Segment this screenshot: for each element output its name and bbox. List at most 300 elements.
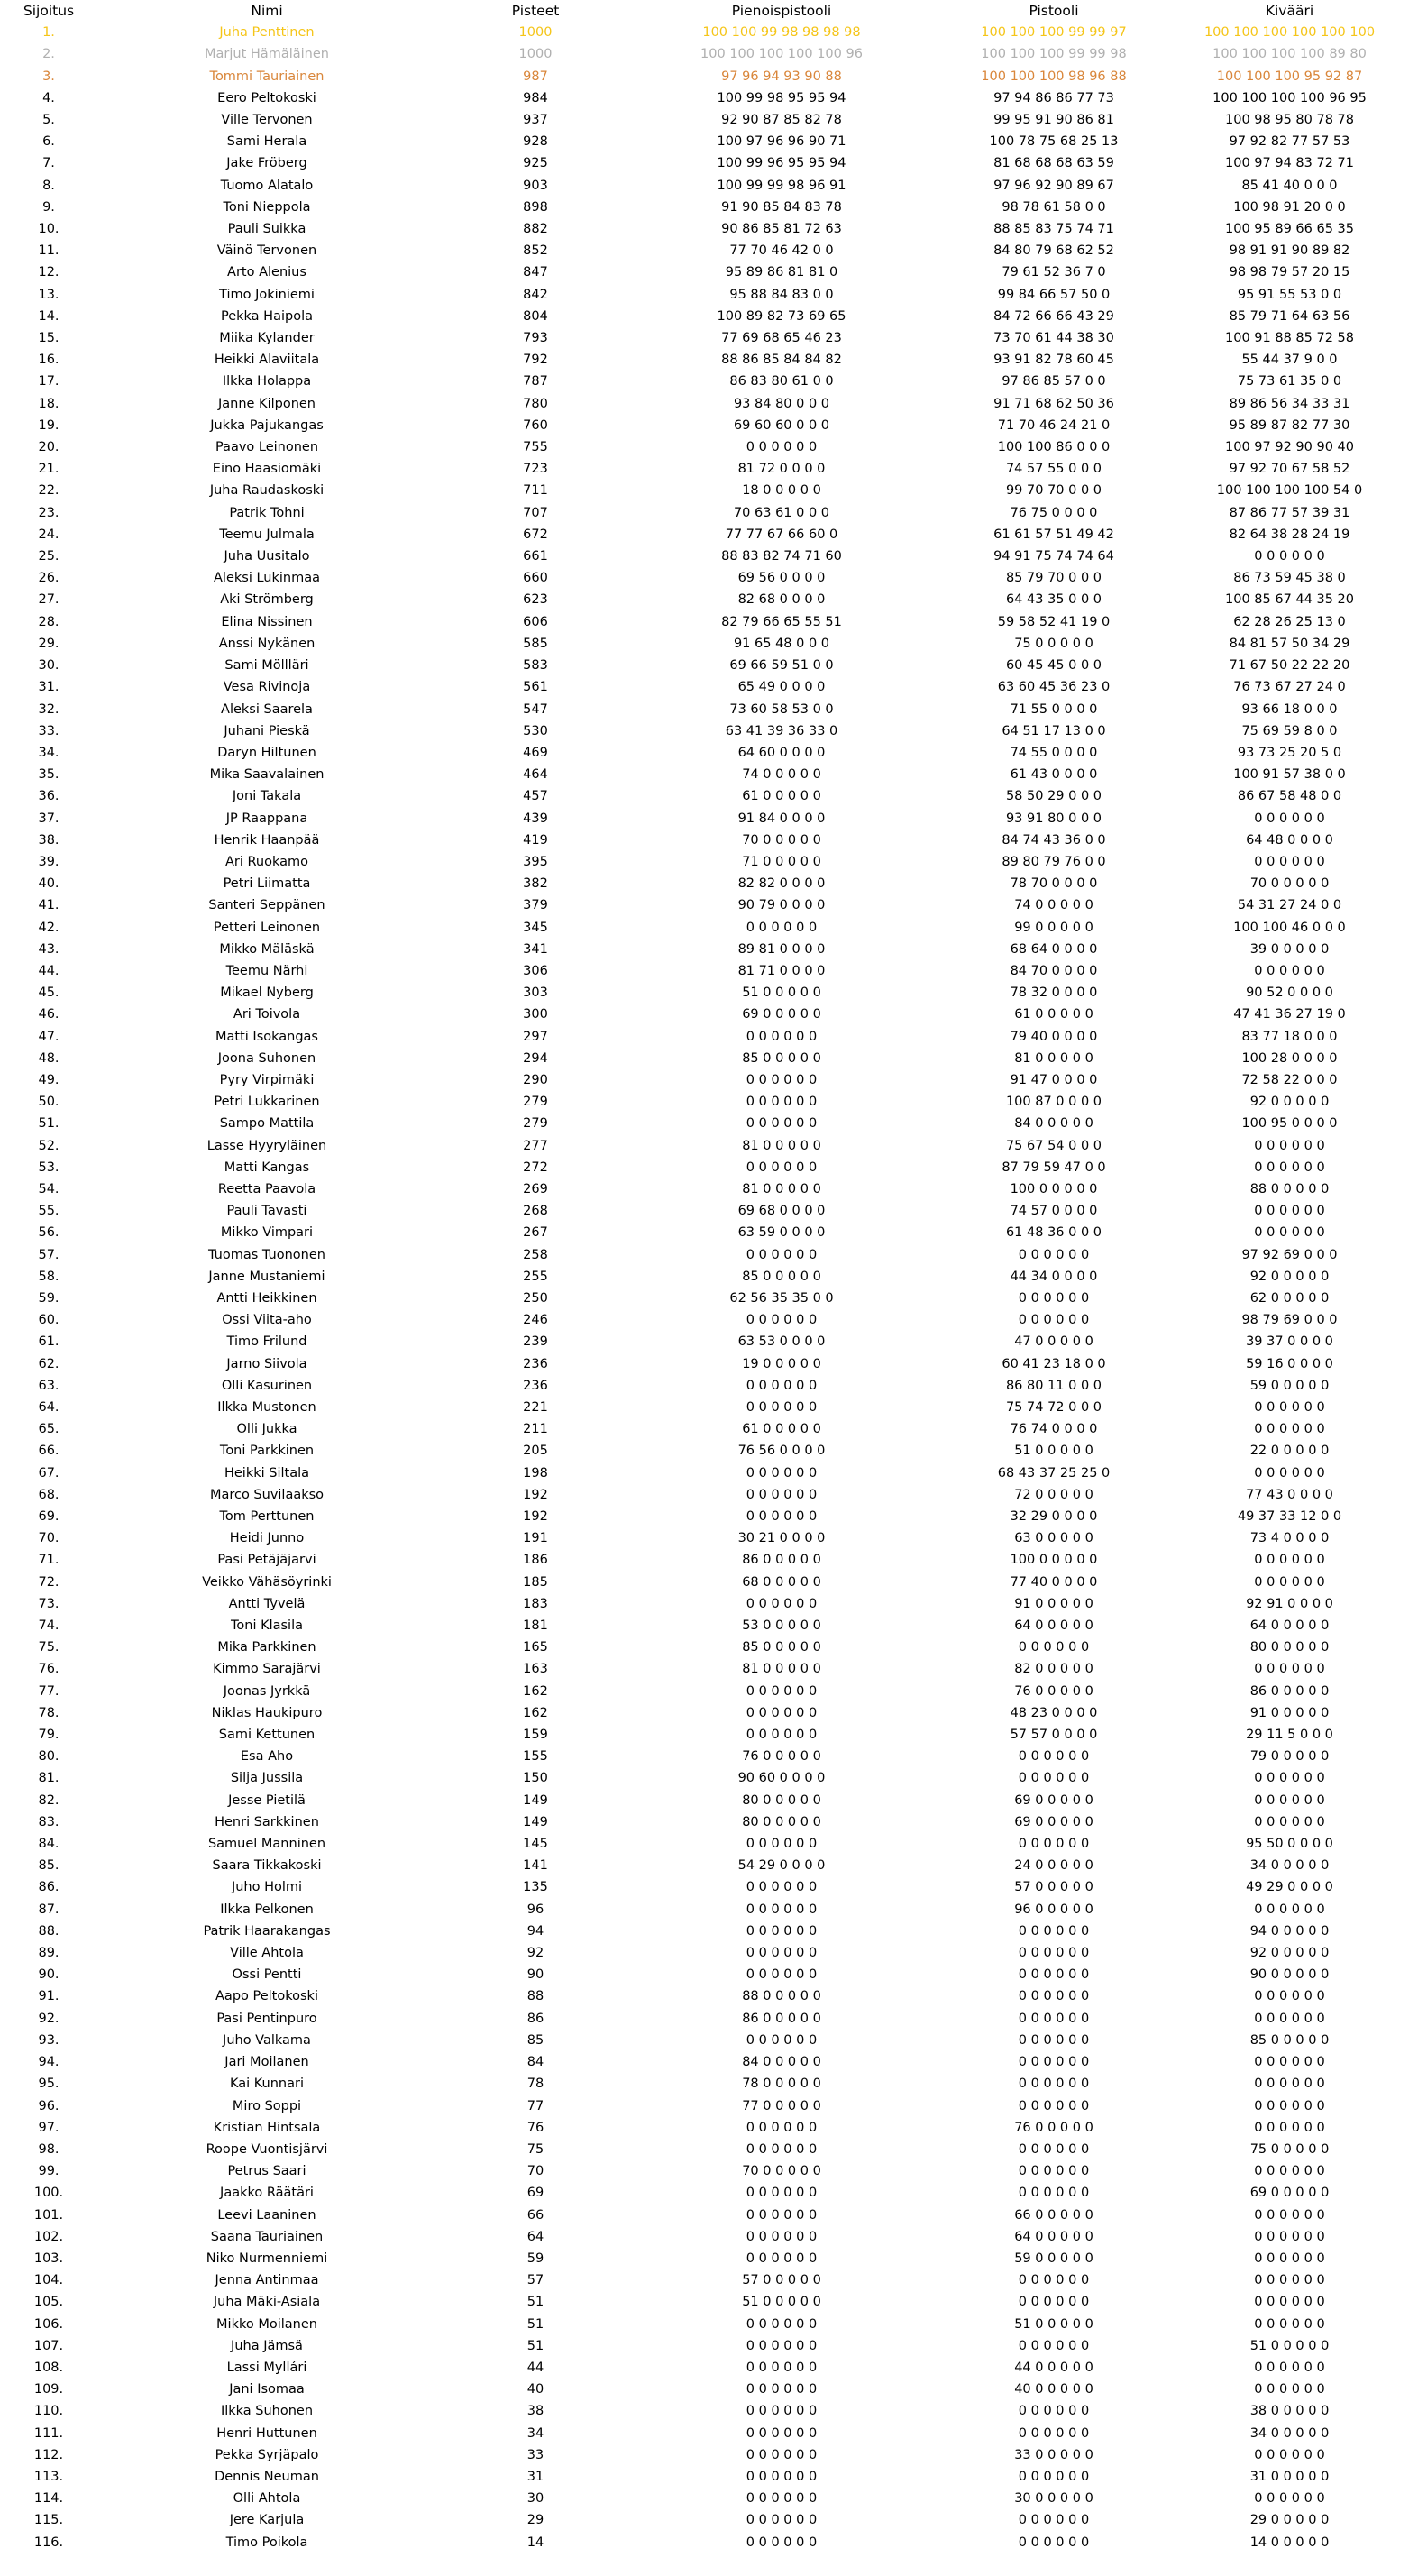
rifle-scores-cell: 100 100 100 100 96 95 — [1212, 90, 1367, 105]
points-cell: 96 — [526, 1902, 544, 1917]
pistol-scores-cell: 0 0 0 0 0 0 — [1018, 2273, 1090, 2288]
pistol-scores-cell: 99 84 66 57 50 0 — [997, 287, 1111, 302]
pistol-scores-cell: 86 80 11 0 0 0 — [1005, 1378, 1102, 1393]
pistol-scores-cell: 72 0 0 0 0 0 — [1014, 1487, 1093, 1502]
pistol-scores-cell: 0 0 0 0 0 0 — [1018, 2513, 1090, 2528]
small-pistol-scores-cell: 77 69 68 65 46 23 — [721, 331, 842, 346]
name-cell: Leevi Laaninen — [217, 2207, 316, 2223]
pistol-scores-cell: 91 47 0 0 0 0 — [1010, 1072, 1098, 1087]
table-row — [9, 458, 1409, 480]
header-name[interactable]: Nimi — [251, 3, 283, 19]
small-pistol-scores-cell: 0 0 0 0 0 0 — [746, 1465, 818, 1481]
small-pistol-scores-cell: 0 0 0 0 0 0 — [746, 1072, 818, 1087]
small-pistol-scores-cell: 90 86 85 81 72 63 — [721, 222, 842, 237]
rifle-scores-cell: 62 28 26 25 13 0 — [1233, 614, 1346, 629]
pistol-scores-cell: 75 67 54 0 0 0 — [1005, 1138, 1102, 1153]
table-row — [9, 1200, 1409, 1222]
pistol-scores-cell: 100 0 0 0 0 0 — [1010, 1181, 1098, 1196]
pistol-scores-cell: 59 58 52 41 19 0 — [997, 614, 1111, 629]
rank-cell: 37. — [38, 811, 59, 826]
name-cell: Juho Valkama — [223, 2032, 311, 2048]
name-cell: Niko Nurmenniemi — [206, 2251, 328, 2266]
table-row — [9, 1484, 1409, 1506]
table-row — [9, 1222, 1409, 1243]
points-cell: 842 — [523, 287, 548, 302]
rifle-scores-cell: 0 0 0 0 0 0 — [1254, 1465, 1325, 1481]
rank-cell: 15. — [38, 331, 59, 346]
header-rank[interactable]: Sijoitus — [23, 3, 75, 19]
rank-cell: 64. — [38, 1400, 59, 1415]
rank-cell: 38. — [38, 832, 59, 848]
pistol-scores-cell: 74 57 55 0 0 0 — [1005, 462, 1102, 477]
rifle-scores-cell: 95 89 87 82 77 30 — [1229, 417, 1350, 433]
rank-cell: 29. — [38, 636, 59, 651]
pistol-scores-cell: 79 61 52 36 7 0 — [1002, 265, 1106, 280]
pistol-scores-cell: 0 0 0 0 0 0 — [1018, 1640, 1090, 1655]
rifle-scores-cell: 79 0 0 0 0 0 — [1249, 1749, 1330, 1765]
points-cell: 162 — [523, 1683, 548, 1699]
table-row — [9, 1746, 1409, 1767]
points-cell: 345 — [523, 920, 548, 935]
table-row — [9, 742, 1409, 764]
points-cell: 661 — [523, 549, 548, 564]
points-cell: 92 — [526, 1946, 544, 1961]
points-cell: 75 — [526, 2141, 544, 2157]
points-cell: 94 — [526, 1923, 544, 1939]
rank-cell: 4. — [42, 90, 55, 105]
table-row — [9, 2030, 1409, 2051]
pistol-scores-cell: 57 57 0 0 0 0 — [1010, 1728, 1098, 1743]
pistol-scores-cell: 24 0 0 0 0 0 — [1014, 1858, 1093, 1874]
name-cell: Matti Isokangas — [215, 1029, 318, 1044]
points-cell: 277 — [523, 1138, 548, 1153]
name-cell: Pekka Haipola — [221, 308, 313, 324]
pistol-scores-cell: 0 0 0 0 0 0 — [1018, 1837, 1090, 1852]
table-row — [9, 415, 1409, 436]
small-pistol-scores-cell: 0 0 0 0 0 0 — [746, 2316, 818, 2332]
rifle-scores-cell: 0 0 0 0 0 0 — [1254, 2098, 1325, 2113]
name-cell: Patrik Tohni — [229, 505, 305, 520]
pistol-scores-cell: 0 0 0 0 0 0 — [1018, 2469, 1090, 2484]
pistol-scores-cell: 0 0 0 0 0 0 — [1018, 2164, 1090, 2179]
name-cell: Juhani Pieskä — [224, 723, 310, 738]
points-cell: 804 — [523, 308, 548, 324]
name-cell: Janne Kilponen — [217, 396, 316, 411]
table-row — [9, 1462, 1409, 1484]
small-pistol-scores-cell: 0 0 0 0 0 0 — [746, 1400, 818, 1415]
table-row — [9, 2423, 1409, 2444]
small-pistol-scores-cell: 100 89 82 73 69 65 — [717, 308, 846, 324]
rank-cell: 89. — [38, 1946, 59, 1961]
rank-cell: 85. — [38, 1858, 59, 1874]
pistol-scores-cell: 51 0 0 0 0 0 — [1014, 1444, 1093, 1459]
rank-cell: 71. — [38, 1553, 59, 1568]
small-pistol-scores-cell: 0 0 0 0 0 0 — [746, 1880, 818, 1895]
rifle-scores-cell: 39 0 0 0 0 0 — [1249, 941, 1330, 957]
small-pistol-scores-cell: 0 0 0 0 0 0 — [746, 2251, 818, 2266]
table-row — [9, 1135, 1409, 1157]
rifle-scores-cell: 49 37 33 12 0 0 — [1237, 1509, 1342, 1525]
rifle-scores-cell: 86 67 58 48 0 0 — [1237, 789, 1342, 804]
rifle-scores-cell: 75 69 59 8 0 0 — [1241, 723, 1338, 738]
table-row — [9, 917, 1409, 939]
points-cell: 711 — [523, 483, 548, 499]
rank-cell: 54. — [38, 1181, 59, 1196]
rank-cell: 47. — [38, 1029, 59, 1044]
pistol-scores-cell: 30 0 0 0 0 0 — [1014, 2491, 1093, 2507]
name-cell: Reetta Paavola — [217, 1181, 316, 1196]
header-pistol[interactable]: Pistooli — [1029, 3, 1079, 19]
small-pistol-scores-cell: 93 84 80 0 0 0 — [733, 396, 830, 411]
table-row — [9, 240, 1409, 261]
name-cell: Aapo Peltokoski — [215, 1989, 318, 2004]
rifle-scores-cell: 0 0 0 0 0 0 — [1254, 2229, 1325, 2244]
name-cell: Pauli Suikka — [227, 222, 306, 237]
rank-cell: 49. — [38, 1072, 59, 1087]
table-row — [9, 2073, 1409, 2095]
name-cell: Timo Poikola — [225, 2535, 308, 2550]
rank-cell: 35. — [38, 767, 59, 783]
table-row — [9, 1636, 1409, 1658]
table-row — [9, 1811, 1409, 1833]
points-cell: 583 — [523, 658, 548, 674]
points-cell: 192 — [523, 1509, 548, 1525]
small-pistol-scores-cell: 91 65 48 0 0 0 — [733, 636, 830, 651]
points-cell: 1000 — [518, 25, 553, 41]
points-cell: 269 — [523, 1181, 548, 1196]
small-pistol-scores-cell: 0 0 0 0 0 0 — [746, 2404, 818, 2419]
pistol-scores-cell: 91 0 0 0 0 0 — [1014, 1596, 1093, 1611]
pistol-scores-cell: 91 71 68 62 50 36 — [993, 396, 1114, 411]
table-row — [9, 1615, 1409, 1636]
rifle-scores-cell: 0 0 0 0 0 0 — [1254, 2164, 1325, 2179]
small-pistol-scores-cell: 78 0 0 0 0 0 — [742, 2076, 821, 2092]
rifle-scores-cell: 0 0 0 0 0 0 — [1254, 1138, 1325, 1153]
table-row — [9, 109, 1409, 131]
rank-cell: 91. — [38, 1989, 59, 2004]
rifle-scores-cell: 0 0 0 0 0 0 — [1254, 2011, 1325, 2026]
small-pistol-scores-cell: 77 70 46 42 0 0 — [729, 243, 834, 259]
name-cell: Kimmo Sarajärvi — [213, 1662, 321, 1677]
small-pistol-scores-cell: 71 0 0 0 0 0 — [742, 854, 821, 869]
name-cell: Lassi Myllári — [226, 2360, 307, 2375]
pistol-scores-cell: 74 55 0 0 0 0 — [1010, 745, 1098, 760]
points-cell: 457 — [523, 789, 548, 804]
rank-cell: 45. — [38, 985, 59, 1001]
name-cell: Miro Soppi — [232, 2098, 302, 2113]
rank-cell: 101. — [33, 2207, 64, 2223]
rifle-scores-cell: 0 0 0 0 0 0 — [1254, 1553, 1325, 1568]
small-pistol-scores-cell: 88 0 0 0 0 0 — [742, 1989, 821, 2004]
small-pistol-scores-cell: 0 0 0 0 0 0 — [746, 1160, 818, 1175]
rank-cell: 18. — [38, 396, 59, 411]
name-cell: Veikko Vähäsöyrinki — [202, 1574, 332, 1590]
name-cell: Saara Tikkakoski — [212, 1858, 322, 1874]
small-pistol-scores-cell: 80 0 0 0 0 0 — [742, 1792, 821, 1808]
small-pistol-scores-cell: 81 0 0 0 0 0 — [742, 1662, 821, 1677]
small-pistol-scores-cell: 0 0 0 0 0 0 — [746, 1247, 818, 1262]
points-cell: 159 — [523, 1728, 548, 1743]
rifle-scores-cell: 83 77 18 0 0 0 — [1241, 1029, 1338, 1044]
header-rifle[interactable]: Kivääri — [1265, 3, 1314, 19]
points-cell: 585 — [523, 636, 548, 651]
small-pistol-scores-cell: 86 0 0 0 0 0 — [742, 1553, 821, 1568]
rifle-scores-cell: 69 0 0 0 0 0 — [1249, 2186, 1330, 2201]
table-row — [9, 371, 1409, 392]
pistol-scores-cell: 75 0 0 0 0 0 — [1014, 636, 1093, 651]
name-cell: Saana Tauriainen — [210, 2229, 324, 2244]
rifle-scores-cell: 82 64 38 28 24 19 — [1229, 527, 1350, 542]
name-cell: Ville Tervonen — [221, 113, 313, 128]
name-cell: Jake Fröberg — [226, 156, 307, 171]
rifle-scores-cell: 51 0 0 0 0 0 — [1249, 2338, 1330, 2353]
pistol-scores-cell: 64 0 0 0 0 0 — [1014, 1618, 1093, 1634]
rank-cell: 42. — [38, 920, 59, 935]
rifle-scores-cell: 0 0 0 0 0 0 — [1254, 1989, 1325, 2004]
table-row — [9, 1309, 1409, 1331]
table-row — [9, 349, 1409, 371]
table-row — [9, 284, 1409, 306]
name-cell: Heikki Siltala — [224, 1465, 310, 1481]
pistol-scores-cell: 0 0 0 0 0 0 — [1018, 2032, 1090, 2048]
name-cell: Vesa Rivinoja — [223, 680, 311, 695]
pistol-scores-cell: 0 0 0 0 0 0 — [1018, 2011, 1090, 2026]
pistol-scores-cell: 97 86 85 57 0 0 — [1002, 374, 1106, 390]
rank-cell: 53. — [38, 1160, 59, 1175]
table-row — [9, 2400, 1409, 2422]
small-pistol-scores-cell: 84 0 0 0 0 0 — [742, 2055, 821, 2070]
name-cell: Toni Nieppola — [223, 199, 311, 215]
pistol-scores-cell: 84 80 79 68 62 52 — [993, 243, 1114, 259]
points-cell: 149 — [523, 1814, 548, 1829]
name-cell: Aki Strömberg — [220, 592, 314, 608]
rifle-scores-cell: 71 67 50 22 22 20 — [1229, 658, 1350, 674]
rank-cell: 32. — [38, 701, 59, 717]
points-cell: 1000 — [518, 47, 553, 62]
small-pistol-scores-cell: 0 0 0 0 0 0 — [746, 2491, 818, 2507]
name-cell: Juha Uusitalo — [224, 549, 310, 564]
table-row — [9, 1440, 1409, 1462]
points-cell: 306 — [523, 963, 548, 978]
name-cell: Jere Karjula — [229, 2513, 305, 2528]
small-pistol-scores-cell: 62 56 35 35 0 0 — [729, 1290, 834, 1306]
rifle-scores-cell: 100 98 95 80 78 78 — [1225, 113, 1354, 128]
points-cell: 38 — [526, 2404, 544, 2419]
name-cell: Mikael Nyberg — [220, 985, 314, 1001]
name-cell: Mikko Mäläskä — [219, 941, 315, 957]
small-pistol-scores-cell: 54 29 0 0 0 0 — [737, 1858, 826, 1874]
name-cell: Marjut Hämäläinen — [205, 47, 329, 62]
small-pistol-scores-cell: 0 0 0 0 0 0 — [746, 1095, 818, 1110]
rifle-scores-cell: 0 0 0 0 0 0 — [1254, 1574, 1325, 1590]
name-cell: Heidi Junno — [229, 1531, 305, 1546]
small-pistol-scores-cell: 0 0 0 0 0 0 — [746, 1313, 818, 1328]
small-pistol-scores-cell: 0 0 0 0 0 0 — [746, 1683, 818, 1699]
name-cell: Ari Ruokamo — [224, 854, 309, 869]
pistol-scores-cell: 0 0 0 0 0 0 — [1018, 2338, 1090, 2353]
name-cell: Jesse Pietilä — [228, 1792, 306, 1808]
points-cell: 44 — [526, 2360, 544, 2375]
rifle-scores-cell: 0 0 0 0 0 0 — [1254, 2207, 1325, 2223]
name-cell: Ossi Viita-aho — [222, 1313, 312, 1328]
name-cell: Jani Isomaa — [229, 2382, 305, 2397]
name-cell: Santeri Seppänen — [208, 898, 325, 913]
results-table — [9, 0, 1409, 2553]
rank-cell: 79. — [38, 1728, 59, 1743]
name-cell: Juha Mäki-Asiala — [213, 2295, 321, 2310]
points-cell: 258 — [523, 1247, 548, 1262]
table-row — [9, 1985, 1409, 2007]
points-cell: 145 — [523, 1837, 548, 1852]
name-cell: Sampo Mattila — [219, 1116, 315, 1132]
points-cell: 787 — [523, 374, 548, 390]
small-pistol-scores-cell: 0 0 0 0 0 0 — [746, 1378, 818, 1393]
name-cell: Sami Herala — [226, 134, 307, 150]
pistol-scores-cell: 84 0 0 0 0 0 — [1014, 1116, 1093, 1132]
small-pistol-scores-cell: 69 56 0 0 0 0 — [737, 571, 826, 586]
points-cell: 149 — [523, 1792, 548, 1808]
rifle-scores-cell: 73 4 0 0 0 0 — [1249, 1531, 1330, 1546]
rank-cell: 103. — [33, 2251, 64, 2266]
rifle-scores-cell: 0 0 0 0 0 0 — [1254, 549, 1325, 564]
name-cell: Jenna Antinmaa — [215, 2273, 319, 2288]
table-row — [9, 87, 1409, 109]
small-pistol-scores-cell: 91 84 0 0 0 0 — [737, 811, 826, 826]
header-points[interactable]: Pisteet — [511, 3, 560, 19]
points-cell: 40 — [526, 2382, 544, 2397]
small-pistol-scores-cell: 77 0 0 0 0 0 — [742, 2098, 821, 2113]
table-row — [9, 131, 1409, 152]
points-cell: 70 — [526, 2164, 544, 2179]
name-cell: Aleksi Saarela — [221, 701, 313, 717]
rifle-scores-cell: 0 0 0 0 0 0 — [1254, 2382, 1325, 2397]
rifle-scores-cell: 72 58 22 0 0 0 — [1241, 1072, 1338, 1087]
pistol-scores-cell: 64 51 17 13 0 0 — [1002, 723, 1106, 738]
name-cell: Timo Frilund — [226, 1334, 307, 1350]
name-cell: Olli Ahtola — [233, 2491, 301, 2507]
rifle-scores-cell: 0 0 0 0 0 0 — [1254, 854, 1325, 869]
points-cell: 141 — [523, 1858, 548, 1874]
points-cell: 191 — [523, 1531, 548, 1546]
pistol-scores-cell: 100 87 0 0 0 0 — [1005, 1095, 1102, 1110]
small-pistol-scores-cell: 89 81 0 0 0 0 — [737, 941, 826, 957]
rifle-scores-cell: 0 0 0 0 0 0 — [1254, 2447, 1325, 2462]
rifle-scores-cell: 0 0 0 0 0 0 — [1254, 1160, 1325, 1175]
name-cell: Pasi Pentinpuro — [216, 2011, 317, 2026]
rifle-scores-cell: 55 44 37 9 0 0 — [1241, 353, 1338, 368]
header-small-pistol[interactable]: Pienoispistooli — [731, 3, 832, 19]
pistol-scores-cell: 60 45 45 0 0 0 — [1005, 658, 1102, 674]
rifle-scores-cell: 64 48 0 0 0 0 — [1246, 832, 1333, 848]
points-cell: 90 — [526, 1967, 544, 1983]
points-cell: 181 — [523, 1618, 548, 1634]
name-cell: Jukka Pajukangas — [210, 417, 324, 433]
points-cell: 660 — [523, 571, 548, 586]
rifle-scores-cell: 34 0 0 0 0 0 — [1249, 1858, 1330, 1874]
pistol-scores-cell: 0 0 0 0 0 0 — [1018, 2295, 1090, 2310]
rank-cell: 10. — [38, 222, 59, 237]
rifle-scores-cell: 100 100 100 100 54 0 — [1216, 483, 1363, 499]
rifle-scores-cell: 49 29 0 0 0 0 — [1246, 1880, 1333, 1895]
table-row — [9, 327, 1409, 349]
rank-cell: 77. — [38, 1683, 59, 1699]
table-row — [9, 1113, 1409, 1134]
name-cell: Aleksi Lukinmaa — [214, 571, 320, 586]
pistol-scores-cell: 100 78 75 68 25 13 — [989, 134, 1119, 150]
small-pistol-scores-cell: 0 0 0 0 0 0 — [746, 1487, 818, 1502]
small-pistol-scores-cell: 0 0 0 0 0 0 — [746, 2141, 818, 2157]
small-pistol-scores-cell: 0 0 0 0 0 0 — [746, 2469, 818, 2484]
rifle-scores-cell: 0 0 0 0 0 0 — [1254, 1771, 1325, 1786]
pistol-scores-cell: 0 0 0 0 0 0 — [1018, 1923, 1090, 1939]
rifle-scores-cell: 70 0 0 0 0 0 — [1249, 876, 1330, 892]
rank-cell: 90. — [38, 1967, 59, 1983]
rank-cell: 105. — [33, 2295, 64, 2310]
rank-cell: 30. — [38, 658, 59, 674]
rifle-scores-cell: 98 91 91 90 89 82 — [1229, 243, 1350, 259]
rifle-scores-cell: 92 0 0 0 0 0 — [1249, 1269, 1330, 1284]
pistol-scores-cell: 99 70 70 0 0 0 — [1005, 483, 1102, 499]
table-row — [9, 611, 1409, 633]
rifle-scores-cell: 14 0 0 0 0 0 — [1249, 2535, 1330, 2550]
rifle-scores-cell: 0 0 0 0 0 0 — [1254, 2076, 1325, 2092]
small-pistol-scores-cell: 91 90 85 84 83 78 — [721, 199, 842, 215]
pistol-scores-cell: 0 0 0 0 0 0 — [1018, 2141, 1090, 2157]
points-cell: 78 — [526, 2076, 544, 2092]
rank-cell: 25. — [38, 549, 59, 564]
name-cell: Eero Peltokoski — [217, 90, 316, 105]
name-cell: Anssi Nykänen — [218, 636, 316, 651]
points-cell: 925 — [523, 156, 548, 171]
rifle-scores-cell: 98 79 69 0 0 0 — [1241, 1313, 1338, 1328]
points-cell: 162 — [523, 1705, 548, 1720]
table-row — [9, 1899, 1409, 1921]
small-pistol-scores-cell: 70 63 61 0 0 0 — [733, 505, 830, 520]
points-cell: 84 — [526, 2055, 544, 2070]
pistol-scores-cell: 0 0 0 0 0 0 — [1018, 2186, 1090, 2201]
points-cell: 165 — [523, 1640, 548, 1655]
table-row — [9, 1702, 1409, 1724]
name-cell: JP Raappana — [225, 811, 308, 826]
table-row — [9, 43, 1409, 65]
rank-cell: 14. — [38, 308, 59, 324]
pistol-scores-cell: 99 95 91 90 86 81 — [993, 113, 1114, 128]
rank-cell: 112. — [33, 2447, 64, 2462]
pistol-scores-cell: 0 0 0 0 0 0 — [1018, 1967, 1090, 1983]
rifle-scores-cell: 95 91 55 53 0 0 — [1237, 287, 1342, 302]
table-row — [9, 2160, 1409, 2182]
small-pistol-scores-cell: 0 0 0 0 0 0 — [746, 1509, 818, 1525]
rank-cell: 7. — [42, 156, 55, 171]
name-cell: Henrik Haanpää — [214, 832, 320, 848]
rank-cell: 60. — [38, 1313, 59, 1328]
name-cell: Matti Kangas — [224, 1160, 310, 1175]
pistol-scores-cell: 73 70 61 44 38 30 — [993, 331, 1114, 346]
pistol-scores-cell: 33 0 0 0 0 0 — [1014, 2447, 1093, 2462]
name-cell: Pasi Petäjäjarvi — [217, 1553, 316, 1568]
rank-cell: 12. — [38, 265, 59, 280]
rank-cell: 73. — [38, 1596, 59, 1611]
rank-cell: 17. — [38, 374, 59, 390]
rank-cell: 82. — [38, 1792, 59, 1808]
small-pistol-scores-cell: 0 0 0 0 0 0 — [746, 2338, 818, 2353]
small-pistol-scores-cell: 0 0 0 0 0 0 — [746, 1116, 818, 1132]
points-cell: 290 — [523, 1072, 548, 1087]
points-cell: 135 — [523, 1880, 548, 1895]
table-row — [9, 1767, 1409, 1789]
table-row — [9, 1157, 1409, 1178]
pistol-scores-cell: 51 0 0 0 0 0 — [1014, 2316, 1093, 2332]
